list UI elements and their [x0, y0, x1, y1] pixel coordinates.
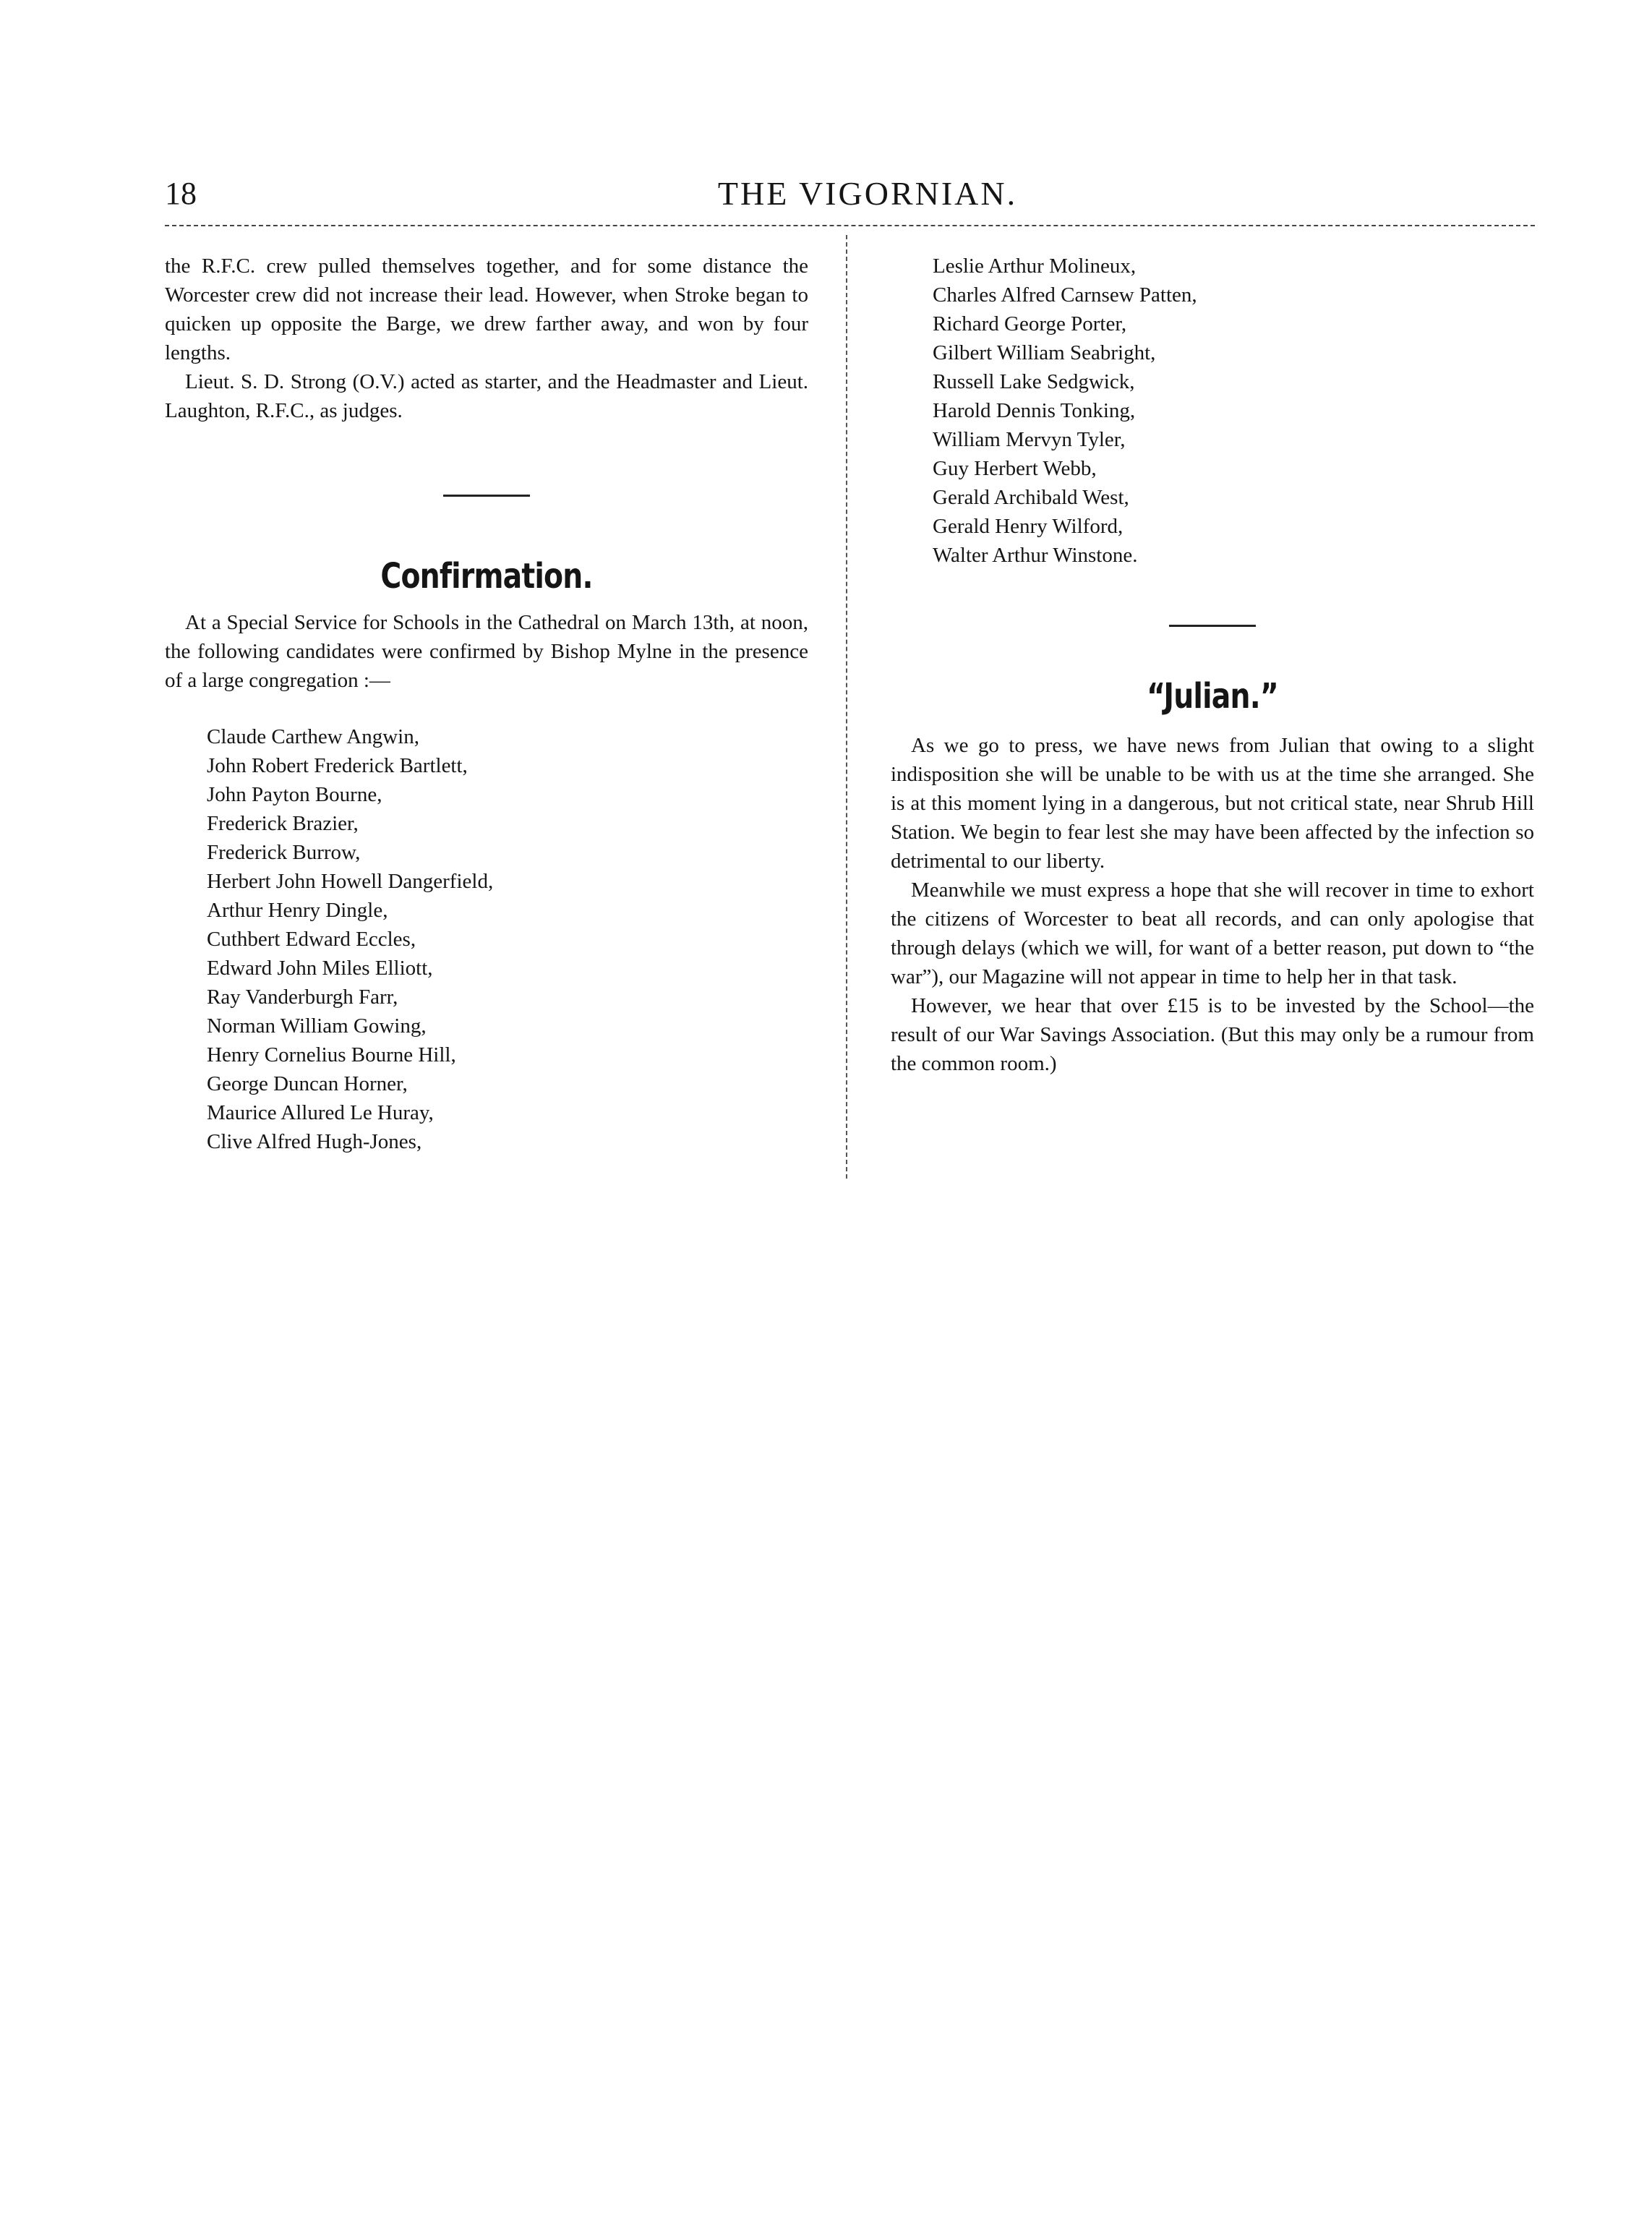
candidate-list-continued — [891, 252, 1534, 570]
julian-paragraph: As we go to press, we have news from Julian that owing to a slight indisposition she will be unable to be with us at the time she arranged. She is at this moment lying in a dangerous, but not critical state, near Shrub Hill Station. We begin to fear lest she may have been affected by the infection so detrimental to our liberty. — [891, 734, 1534, 873]
candidate-name: Charles Alfred Carnsew Patten, — [933, 283, 1197, 307]
candidate-name: Henry Cornelius Bourne Hill, — [207, 1043, 456, 1066]
confirmation-heading: Confirmation. — [380, 556, 593, 597]
candidate-name: Frederick Brazier, — [207, 812, 359, 835]
candidate-name: Russell Lake Sedgwick, — [933, 370, 1135, 393]
candidate-name: George Duncan Horner, — [207, 1072, 408, 1095]
candidate-name: Herbert John Howell Dangerfield, — [207, 870, 494, 893]
candidate-name: Norman William Gowing, — [207, 1014, 427, 1038]
header-rule — [165, 225, 1535, 226]
running-title: THE VIGORNIAN. — [717, 175, 1018, 212]
judges-paragraph: Lieut. S. D. Strong (O.V.) acted as starter, and the Headmaster and Lieut. Laughton, R.F.C., as judges. — [165, 370, 808, 422]
candidate-name: Ray Vanderburgh Farr, — [207, 986, 398, 1009]
candidate-name: John Payton Bourne, — [207, 783, 382, 806]
julian-paragraph: However, we hear that over £15 is to be invested by the School—the result of our War Savings Association. (But this may only be a rumour from the common room.) — [891, 994, 1534, 1075]
rowing-paragraph: the R.F.C. crew pulled themselves together, and for some distance the Worcester crew did not increase their lead. However, when Stroke began to quicken up opposite the Barge, we drew farther away, and won by four lengths. — [165, 255, 808, 364]
page-number: 18 — [165, 176, 197, 211]
candidate-name: John Robert Frederick Bartlett, — [207, 754, 468, 777]
candidate-name: Leslie Arthur Molineux, — [933, 255, 1137, 278]
candidate-name: Cuthbert Edward Eccles, — [207, 928, 416, 951]
candidate-name: Walter Arthur Winstone. — [933, 544, 1138, 567]
candidate-name: Harold Dennis Tonking, — [933, 399, 1136, 422]
julian-heading: “Julian.” — [1147, 676, 1278, 717]
candidate-name: Arthur Henry Dingle, — [207, 899, 388, 922]
candidate-name: Claude Carthew Angwin, — [207, 725, 419, 748]
right-column — [891, 252, 1534, 1078]
candidate-name: Gerald Henry Wilford, — [933, 515, 1124, 538]
julian-paragraph: Meanwhile we must express a hope that she will recover in time to exhort the citizens of Worcester to beat all records, and can only apologise that through delays (which we will, for want of a better reason, put down to “the war”), our Magazine will not appear in time to help her in that task. — [891, 879, 1534, 988]
left-column — [165, 252, 808, 1156]
candidate-name: Clive Alfred Hugh-Jones, — [207, 1130, 422, 1153]
candidate-name: William Mervyn Tyler, — [933, 428, 1126, 451]
candidate-name: Richard George Porter, — [933, 312, 1127, 335]
candidate-name: Frederick Burrow, — [207, 841, 361, 864]
candidate-list — [165, 722, 808, 1156]
column-divider-rule — [846, 235, 847, 1179]
candidate-name: Maurice Allured Le Huray, — [207, 1101, 434, 1124]
candidate-name: Edward John Miles Elliott, — [207, 957, 433, 980]
candidate-name: Gilbert William Seabright, — [933, 341, 1156, 364]
candidate-name: Guy Herbert Webb, — [933, 457, 1097, 480]
candidate-name: Gerald Archibald West, — [933, 486, 1129, 509]
confirmation-paragraph: At a Special Service for Schools in the Cathedral on March 13th, at noon, the following candidates were confirmed by Bishop Mylne in the presence of a large congregation :— — [165, 611, 808, 692]
